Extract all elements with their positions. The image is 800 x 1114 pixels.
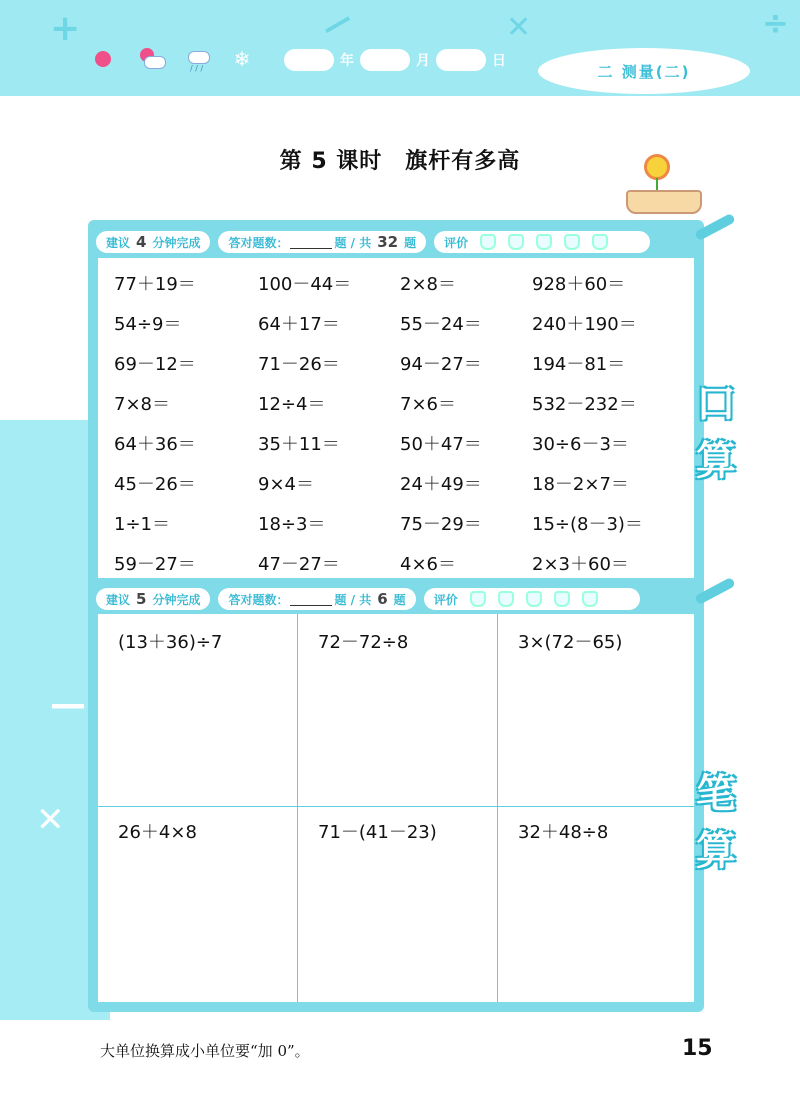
year-label: 年 bbox=[340, 53, 354, 69]
problem-row bbox=[98, 470, 694, 510]
rating-bar bbox=[434, 231, 650, 253]
oral-problem: 1÷1＝ bbox=[114, 514, 170, 535]
correct-label: 答对题数： bbox=[228, 592, 289, 607]
oral-problem: 100－44＝ bbox=[258, 274, 352, 295]
plus-decoration-icon: + bbox=[50, 8, 81, 49]
suggest-label: 建议 bbox=[106, 235, 131, 250]
suggest-minutes: 5 bbox=[136, 590, 147, 608]
oral-problem: 9×4＝ bbox=[258, 474, 314, 495]
side-char: 算 bbox=[696, 828, 736, 874]
thumb-rating-icon[interactable] bbox=[508, 234, 524, 250]
total-count: 6 bbox=[377, 590, 388, 608]
oral-problem: 18－2×7＝ bbox=[532, 474, 629, 495]
rating-label: 评价 bbox=[433, 592, 458, 607]
partly-cloudy-icon[interactable] bbox=[138, 48, 162, 70]
written-calculation-panel bbox=[98, 614, 694, 1002]
correct-suffix: 题 / 共 bbox=[334, 235, 372, 250]
problem-row bbox=[98, 390, 694, 430]
thumb-rating-icon[interactable] bbox=[554, 591, 570, 607]
sun-icon[interactable] bbox=[92, 48, 116, 70]
problem-row bbox=[98, 510, 694, 550]
flower-book-icon bbox=[622, 150, 706, 220]
oral-problem: 24＋49＝ bbox=[400, 474, 482, 495]
correct-count-field[interactable] bbox=[290, 236, 332, 249]
oral-problem: 532－232＝ bbox=[532, 394, 637, 415]
oral-problem: 50＋47＝ bbox=[400, 434, 482, 455]
oral-problem: 64＋17＝ bbox=[258, 314, 340, 335]
minus-decoration-icon: — bbox=[315, 0, 359, 47]
written-problem: 71－(41－23) bbox=[318, 822, 437, 843]
score-summary bbox=[218, 231, 426, 253]
correct-count-field[interactable] bbox=[290, 593, 332, 606]
oral-problem: 2×8＝ bbox=[400, 274, 456, 295]
grid-divider bbox=[497, 614, 498, 1002]
thumb-rating-icon[interactable] bbox=[564, 234, 580, 250]
day-label: 日 bbox=[492, 53, 506, 69]
oral-problem: 15÷(8－3)＝ bbox=[532, 514, 643, 535]
written-problem: 3×(72－65) bbox=[518, 632, 623, 653]
divide-decoration-icon: ÷ bbox=[762, 4, 789, 42]
unit-badge: 二 测量(二) bbox=[538, 48, 750, 94]
side-title-written bbox=[696, 762, 736, 876]
oral-problem: 240＋190＝ bbox=[532, 314, 637, 335]
minus-decoration-icon: — bbox=[50, 684, 86, 725]
total-count: 32 bbox=[377, 233, 399, 251]
rain-icon[interactable]: / / / bbox=[184, 48, 208, 70]
suggest-label: 建议 bbox=[106, 592, 131, 607]
suggest-suffix: 分钟完成 bbox=[152, 592, 201, 607]
oral-problem: 69－12＝ bbox=[114, 354, 196, 375]
day-field[interactable] bbox=[436, 49, 486, 71]
date-fields bbox=[284, 49, 506, 71]
thumb-rating-icon[interactable] bbox=[592, 234, 608, 250]
written-problem: (13＋36)÷7 bbox=[118, 632, 223, 653]
problem-row bbox=[98, 550, 694, 590]
oral-problem: 30÷6－3＝ bbox=[532, 434, 629, 455]
month-field[interactable] bbox=[360, 49, 410, 71]
oral-problem: 54÷9＝ bbox=[114, 314, 182, 335]
side-char: 算 bbox=[696, 438, 736, 484]
side-char: 口 bbox=[696, 381, 736, 427]
oral-problem: 4×6＝ bbox=[400, 554, 456, 575]
written-problem: 32＋48÷8 bbox=[518, 822, 609, 843]
oral-problem: 7×8＝ bbox=[114, 394, 170, 415]
oral-problem: 71－26＝ bbox=[258, 354, 340, 375]
oral-problem: 45－26＝ bbox=[114, 474, 196, 495]
oral-problem: 94－27＝ bbox=[400, 354, 482, 375]
oral-problem: 12÷4＝ bbox=[258, 394, 326, 415]
month-label: 月 bbox=[416, 53, 430, 69]
thumb-rating-icon[interactable] bbox=[470, 591, 486, 607]
oral-problem-grid bbox=[98, 270, 694, 590]
oral-problem: 75－29＝ bbox=[400, 514, 482, 535]
times-decoration-icon: ✕ bbox=[506, 10, 532, 45]
thumb-rating-icon[interactable] bbox=[536, 234, 552, 250]
oral-problem: 194－81＝ bbox=[532, 354, 626, 375]
grid-divider bbox=[297, 614, 298, 1002]
problem-row bbox=[98, 270, 694, 310]
rating-label: 评价 bbox=[444, 235, 469, 250]
rating-bar bbox=[424, 588, 640, 610]
total-suffix: 题 bbox=[393, 592, 406, 607]
correct-label: 答对题数： bbox=[228, 235, 289, 250]
oral-problem: 64＋36＝ bbox=[114, 434, 196, 455]
problem-row bbox=[98, 430, 694, 470]
problem-row bbox=[98, 350, 694, 390]
thumb-rating-icon[interactable] bbox=[582, 591, 598, 607]
lesson-title: 第 5 课时 旗杆有多高 bbox=[279, 149, 521, 174]
suggest-suffix: 分钟完成 bbox=[152, 235, 201, 250]
problem-row bbox=[98, 310, 694, 350]
written-problem: 72－72÷8 bbox=[318, 632, 409, 653]
written-problem: 26＋4×8 bbox=[118, 822, 197, 843]
side-title-oral bbox=[696, 372, 736, 486]
thumb-rating-icon[interactable] bbox=[480, 234, 496, 250]
oral-problem: 928＋60＝ bbox=[532, 274, 626, 295]
thumb-rating-icon[interactable] bbox=[526, 591, 542, 607]
suggest-minutes: 4 bbox=[136, 233, 147, 251]
weather-selector bbox=[92, 46, 254, 72]
oral-info-bar bbox=[96, 229, 700, 255]
grid-divider bbox=[98, 806, 694, 807]
oral-problem: 35＋11＝ bbox=[258, 434, 340, 455]
oral-problem: 59－27＝ bbox=[114, 554, 196, 575]
oral-problem: 7×6＝ bbox=[400, 394, 456, 415]
year-field[interactable] bbox=[284, 49, 334, 71]
thumb-rating-icon[interactable] bbox=[498, 591, 514, 607]
page-number: 15 bbox=[682, 1036, 713, 1061]
oral-problem: 47－27＝ bbox=[258, 554, 340, 575]
total-suffix: 题 bbox=[404, 235, 417, 250]
oral-problem: 18÷3＝ bbox=[258, 514, 326, 535]
score-summary bbox=[218, 588, 415, 610]
snow-icon[interactable]: ❄ bbox=[233, 47, 251, 71]
side-char: 笔 bbox=[696, 771, 736, 817]
oral-problem: 55－24＝ bbox=[400, 314, 482, 335]
oral-problem: 2×3＋60＝ bbox=[532, 554, 629, 575]
suggested-time bbox=[96, 231, 210, 253]
times-decoration-icon: ✕ bbox=[36, 800, 65, 840]
oral-problem: 77＋19＝ bbox=[114, 274, 196, 295]
suggested-time bbox=[96, 588, 210, 610]
correct-suffix: 题 / 共 bbox=[334, 592, 372, 607]
footer-tip: 大单位换算成小单位要“加 0”。 bbox=[100, 1042, 310, 1060]
